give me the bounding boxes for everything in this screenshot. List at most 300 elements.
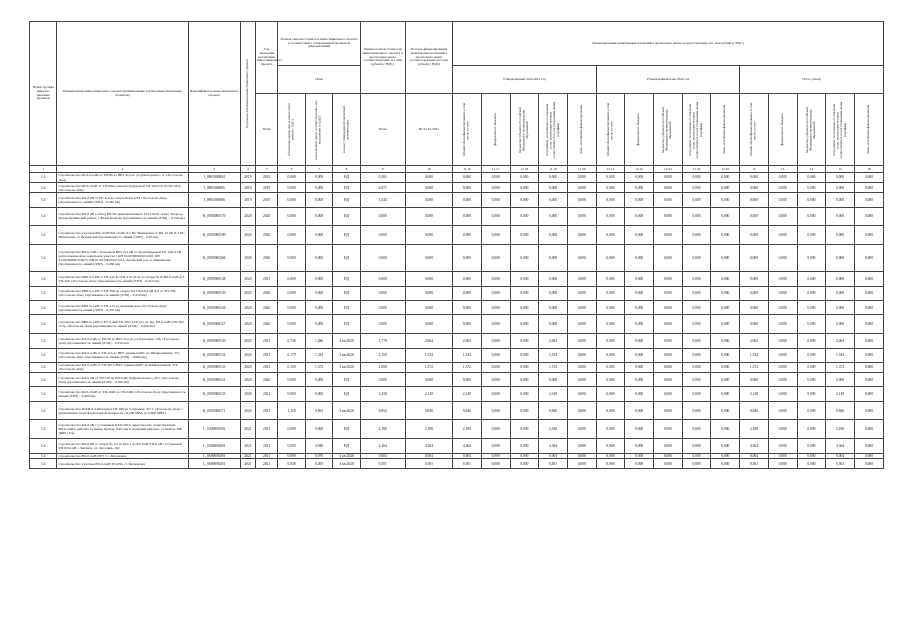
- cell-id: J_0905000084: [188, 173, 240, 183]
- cell-financing-7: 0,000: [625, 362, 654, 372]
- cell-financing-8: 0,000: [654, 334, 683, 348]
- h21-other: иных источников финансирования: [578, 105, 583, 154]
- cell-c9: 0,365: [360, 173, 405, 183]
- cell-financing-9: 0,000: [682, 387, 711, 401]
- header-start-year: Год начала реализации инвестиционного проекта: [245, 58, 250, 129]
- cell-financing-9: 0,000: [682, 453, 711, 459]
- cell-financing-15: 0,000: [854, 183, 883, 193]
- cell-financing-11: 0,000: [740, 193, 769, 207]
- cell-financing-13: 0,000: [797, 286, 826, 300]
- cell-c8: НД: [333, 315, 360, 334]
- cell-financing-4: 0,000: [539, 226, 568, 245]
- cell-financing-8: 0,000: [654, 453, 683, 459]
- cell-financing-12: 0,000: [768, 401, 797, 420]
- cell-financing-8: 0,000: [654, 301, 683, 315]
- column-number: 12.21: [596, 166, 625, 173]
- cell-financing-5: 0,000: [567, 207, 596, 226]
- h21-other-cell: [567, 94, 596, 166]
- cell-financing-15: 0,000: [854, 173, 883, 183]
- cell-c6: 0,000: [278, 207, 305, 226]
- cell-financing-10: 0,000: [711, 387, 740, 401]
- cell-id: L_0300000619: [188, 439, 240, 453]
- cell-financing-1: 0,000: [453, 183, 482, 193]
- cell-c10: 2,149: [405, 387, 452, 401]
- column-number: 11.10: [453, 166, 482, 173]
- cell-c9: 0,000: [360, 301, 405, 315]
- cell-financing-1: 1,534: [453, 348, 482, 362]
- cell-c7: 0,070: [305, 453, 332, 459]
- cell-c8: НД: [333, 286, 360, 300]
- cell-financing-5: 0,000: [567, 301, 596, 315]
- cell-c9: 0,000: [360, 226, 405, 245]
- header-est-sub2-cell: [305, 94, 332, 166]
- cell-c9: 0,000: [360, 372, 405, 386]
- cell-financing-10: 0,000: [711, 362, 740, 372]
- cell-financing-11: 0,501: [740, 459, 769, 469]
- cell-financing-14: 0,000: [826, 207, 855, 226]
- cell-name: Строительство КЛ-6 кВ с установкой КТП-250 в окрестностях существующих ВЛ-0,4 кВ в районах Станица, Буткак, Рабочие и Азовский районах, ст. Койсуг КФ ДКН с Гор.: [57, 420, 188, 439]
- header-est-plan: План: [278, 66, 360, 94]
- header-full-cost: Оценка полной стоимости инвестиционного проекта в прогнозных ценах соответствующих лет, млн рублей (с НДС): [360, 22, 405, 94]
- column-number: 12.24: [682, 166, 711, 173]
- cell-financing-2: 0,000: [481, 301, 510, 315]
- cell-financing-2: 0,000: [481, 207, 510, 226]
- cell-financing-6: 0,000: [596, 286, 625, 300]
- cell-name: Строительство участков ВЛ-0,4 кВ ТП-656, ст. Багаевская: [57, 459, 188, 469]
- cell-financing-12: 0,000: [768, 183, 797, 193]
- cell-financing-7: 0,000: [625, 334, 654, 348]
- cell-financing-1: 2,064: [453, 334, 482, 348]
- cell-financing-4: 0,501: [539, 459, 568, 469]
- cell-start: 2020: [240, 315, 255, 334]
- cell-financing-15: 0,000: [854, 372, 883, 386]
- column-number: 2: [57, 166, 188, 173]
- cell-c10: 0,000: [405, 226, 452, 245]
- h22-tariff: источников, полученных от оказания услуг, реализация которых осуществляется по регулируемым ценам (тарифам): [688, 100, 704, 159]
- cell-financing-11: 0,000: [740, 207, 769, 226]
- cell-financing-1: 0,000: [453, 286, 482, 300]
- cell-c8: 3 кв 2020: [333, 348, 360, 362]
- column-number-row: [30, 166, 884, 173]
- cell-financing-15: 0,000: [854, 420, 883, 439]
- cell-financing-7: 0,000: [625, 193, 654, 207]
- cell-end: 2021: [255, 453, 277, 459]
- table-row: [30, 183, 884, 193]
- cell-financing-4: 1,372: [539, 362, 568, 372]
- cell-financing-15: 0,000: [854, 362, 883, 372]
- cell-name: Строительство КЛ-6 кВ от ПС Р-2 до опоры ВЛ-6-2/М, г.Ростов-на-Дону (протяженность линий (ЛЭП) – 0,240 км): [57, 193, 188, 207]
- cell-financing-7: 0,000: [625, 459, 654, 469]
- cell-financing-1: 0,000: [453, 315, 482, 334]
- cell-c10: 0,004: [405, 453, 452, 459]
- cell-financing-4: 0,000: [539, 183, 568, 193]
- cell-financing-14: 0,000: [826, 183, 855, 193]
- cell-financing-3: 0,000: [510, 372, 539, 386]
- cell-financing-5: 0,000: [567, 173, 596, 183]
- cell-c9: 6,852: [360, 401, 405, 420]
- cell-financing-9: 0,000: [682, 439, 711, 453]
- cell-financing-7: 0,000: [625, 286, 654, 300]
- cell-c10: 4,364: [405, 439, 452, 453]
- cell-financing-1: 0,000: [453, 301, 482, 315]
- cell-id: K_0905000126: [188, 301, 240, 315]
- cell-financing-1: 0,000: [453, 193, 482, 207]
- cell-financing-12: 0,000: [768, 244, 797, 271]
- cell-financing-6: 0,000: [596, 362, 625, 372]
- cell-financing-11: 4,364: [740, 439, 769, 453]
- cell-financing-10: 0,000: [711, 401, 740, 420]
- cell-c8: НД: [333, 183, 360, 193]
- header-approved-2021: Утвержденный план 2021 год: [453, 66, 597, 94]
- table-row: [30, 173, 884, 183]
- cell-c8: НД: [333, 272, 360, 286]
- cell-id: K_0905000266: [188, 244, 240, 271]
- cell-end: 2019: [255, 173, 277, 183]
- cell-financing-6: 0,000: [596, 226, 625, 245]
- cell-financing-15: 0,000: [854, 226, 883, 245]
- cell-c9: 0,000: [360, 272, 405, 286]
- cell-financing-8: 0,000: [654, 226, 683, 245]
- cell-c8: 2 кв 2020: [333, 401, 360, 420]
- cell-end: 2020: [255, 301, 277, 315]
- cell-financing-12: 0,000: [768, 459, 797, 469]
- cell-financing-6: 0,000: [596, 387, 625, 401]
- cell-c10: 0,000: [405, 193, 452, 207]
- cell-financing-4: 0,000: [539, 272, 568, 286]
- header-remaining-date: На 01.01.2021: [405, 94, 452, 166]
- cell-financing-15: 0,000: [854, 453, 883, 459]
- cell-financing-11: 2,064: [740, 334, 769, 348]
- cell-financing-13: 0,000: [797, 226, 826, 245]
- cell-financing-12: 0,000: [768, 420, 797, 439]
- cell-financing-6: 0,000: [596, 315, 625, 334]
- cell-financing-10: 0,000: [711, 173, 740, 183]
- cell-financing-5: 0,000: [567, 334, 596, 348]
- cell-financing-14: 0,000: [826, 173, 855, 183]
- cell-financing-8: 0,000: [654, 348, 683, 362]
- cell-c10: 1,372: [405, 362, 452, 372]
- cell-id: K_0905000139: [188, 286, 240, 300]
- cell-c7: 0,000: [305, 372, 332, 386]
- cell-financing-10: 0,000: [711, 301, 740, 315]
- table-body: [30, 166, 884, 469]
- cell-end: 2021: [255, 387, 277, 401]
- cell-financing-12: 0,000: [768, 207, 797, 226]
- cell-financing-8: 0,000: [654, 420, 683, 439]
- cell-id: K_0905000133: [188, 362, 240, 372]
- cell-name: Строительство ВЛ-6 кВ от опоры № 1/2 Л-34/4 1 до РУ-6 кВ ТП-6 кВ с установкой ТП-6/0,4 кВ с. Батайск, ул. Заполянь, 162: [57, 439, 188, 453]
- cell-c6: 1,118: [278, 401, 305, 420]
- ht-federal: федерального бюджета: [779, 113, 784, 146]
- cell-financing-13: 0,000: [797, 372, 826, 386]
- cell-financing-8: 0,000: [654, 207, 683, 226]
- cell-financing-7: 0,000: [625, 439, 654, 453]
- cell-financing-1: 2,149: [453, 387, 482, 401]
- cell-financing-14: 2,064: [826, 334, 855, 348]
- cell-end: 2019: [255, 193, 277, 207]
- cell-financing-11: 0,000: [740, 301, 769, 315]
- cell-financing-6: 0,000: [596, 420, 625, 439]
- header-approved-2022: Утвержденный план 2022 год: [596, 66, 740, 94]
- cell-financing-14: 2,180: [826, 420, 855, 439]
- header-est-sub3: в ценах утвержденной проектной документации: [341, 106, 350, 153]
- cell-end: 2021: [255, 348, 277, 362]
- cell-financing-12: 0,000: [768, 453, 797, 459]
- h21-regional: бюджетов субъектов Российской Федерации и муниципальных образований: [517, 106, 530, 153]
- cell-financing-12: 0,000: [768, 315, 797, 334]
- cell-financing-8: 0,000: [654, 286, 683, 300]
- cell-financing-15: 0,000: [854, 401, 883, 420]
- cell-end: 2020: [255, 372, 277, 386]
- cell-financing-3: 0,000: [510, 286, 539, 300]
- cell-c7: 3,948: [305, 439, 332, 453]
- cell-financing-4: 0,000: [539, 193, 568, 207]
- cell-financing-6: 0,000: [596, 244, 625, 271]
- cell-name: Строительство КВЛ-0,4 кВ от РУ-0,4кВ ТП-282 (СГК) по ул. Кр. БЛ-0,4 кВ (ТП-282, Л-3), г.Ростов-на-Дону (протяженность линий (ЛЭП) – 0,220 км): [57, 315, 188, 334]
- cell-group: 1.4: [30, 362, 57, 372]
- cell-c7: 0,000: [305, 387, 332, 401]
- cell-end: 2021: [255, 401, 277, 420]
- cell-financing-9: 0,000: [682, 173, 711, 183]
- column-number: 10: [405, 166, 452, 173]
- cell-id: K_0905000170: [188, 207, 240, 226]
- column-number: 15: [826, 166, 855, 173]
- cell-financing-9: 0,000: [682, 459, 711, 469]
- cell-financing-10: 0,000: [711, 272, 740, 286]
- cell-c8: НД: [333, 173, 360, 183]
- cell-c6: 0,000: [278, 272, 305, 286]
- cell-financing-11: 2,180: [740, 420, 769, 439]
- cell-c7: 0,000: [305, 301, 332, 315]
- cell-c8: НД: [333, 387, 360, 401]
- cell-financing-5: 0,000: [567, 315, 596, 334]
- cell-c6: 0,179: [278, 348, 305, 362]
- cell-financing-12: 0,000: [768, 193, 797, 207]
- cell-financing-13: 0,000: [797, 348, 826, 362]
- cell-group: 1.4: [30, 453, 57, 459]
- cell-financing-1: 0,501: [453, 459, 482, 469]
- cell-c8: 3 кв 2020: [333, 362, 360, 372]
- cell-financing-4: 0,000: [539, 244, 568, 271]
- cell-c9: 0,000: [360, 207, 405, 226]
- cell-id: K_0905000141: [188, 372, 240, 386]
- cell-financing-2: 0,000: [481, 362, 510, 372]
- cell-financing-14: 0,000: [826, 272, 855, 286]
- cell-financing-11: 0,000: [740, 244, 769, 271]
- cell-financing-1: 0,000: [453, 173, 482, 183]
- cell-c7: 0,000: [305, 193, 332, 207]
- cell-end: 2020: [255, 315, 277, 334]
- cell-financing-6: 0,000: [596, 183, 625, 193]
- column-number: 8: [333, 166, 360, 173]
- cell-start: 2021: [240, 420, 255, 439]
- cell-financing-2: 0,000: [481, 453, 510, 459]
- cell-financing-13: 0,000: [797, 183, 826, 193]
- cell-financing-14: 2,149: [826, 387, 855, 401]
- cell-c10: 0,000: [405, 183, 452, 193]
- cell-financing-14: 1,534: [826, 348, 855, 362]
- cell-start: 2020: [240, 286, 255, 300]
- cell-start: 2020: [240, 226, 255, 245]
- cell-start: 2020: [240, 334, 255, 348]
- cell-end: 2020: [255, 226, 277, 245]
- cell-financing-8: 0,000: [654, 183, 683, 193]
- cell-financing-15: 0,000: [854, 315, 883, 334]
- cell-financing-13: 0,000: [797, 207, 826, 226]
- cell-start: 2020: [240, 372, 255, 386]
- cell-c6: 0,000: [278, 301, 305, 315]
- h22-tariff-cell: [682, 94, 711, 166]
- cell-financing-7: 0,000: [625, 401, 654, 420]
- header-group-number: Номер группы инвести-ционных проектов: [30, 22, 57, 166]
- cell-financing-7: 0,000: [625, 315, 654, 334]
- cell-financing-14: 1,372: [826, 362, 855, 372]
- column-number: 1: [30, 166, 57, 173]
- cell-financing-5: 0,000: [567, 272, 596, 286]
- cell-name: Строительство КВЛ-0,4 кВ от ТП-445 ф.7ТП-210 (Л-3) до опоры №10 ВЛ-0,4 кВ ф.3 ТП-445, г.Ростов-на-Дону (протяженность линий (ЛЭП) – 0,210 км): [57, 272, 188, 286]
- cell-financing-4: 4,364: [539, 439, 568, 453]
- h22-regional: бюджетов субъектов Российской Федерации и муниципальных образований: [661, 106, 673, 153]
- cell-c9: 2,180: [360, 420, 405, 439]
- h21-tariff-cell: [539, 94, 568, 166]
- cell-financing-15: 0,000: [854, 244, 883, 271]
- cell-financing-9: 0,000: [682, 244, 711, 271]
- cell-financing-3: 0,000: [510, 348, 539, 362]
- header-total: Итого (план): [740, 66, 884, 94]
- cell-c6: 0,000: [278, 453, 305, 459]
- cell-financing-1: 4,364: [453, 439, 482, 453]
- cell-name: Строительство КВЛ-0,4 кВ от ТП-708 до опоры №13 ВЛ-0,4 кВ ф.8 от ТП-708, г.Ростов-на-Дону (протяженность линий (ЛЭП) – 0,410 км): [57, 286, 188, 300]
- h22-federal: федерального бюджета: [636, 113, 641, 146]
- cell-end: 2021: [255, 459, 277, 469]
- cell-financing-3: 0,000: [510, 301, 539, 315]
- cell-c10: 0,000: [405, 207, 452, 226]
- cell-financing-2: 0,000: [481, 334, 510, 348]
- cell-financing-3: 0,000: [510, 315, 539, 334]
- cell-financing-3: 0,000: [510, 244, 539, 271]
- cell-group: 1.4: [30, 207, 57, 226]
- cell-financing-11: 0,000: [740, 173, 769, 183]
- cell-c6: 0,000: [278, 226, 305, 245]
- cell-group: 1.4: [30, 272, 57, 286]
- cell-financing-7: 0,000: [625, 226, 654, 245]
- cell-financing-13: 0,000: [797, 173, 826, 183]
- cell-financing-3: 0,000: [510, 226, 539, 245]
- cell-start: 2020: [240, 387, 255, 401]
- cell-financing-11: 2,149: [740, 387, 769, 401]
- cell-financing-6: 0,000: [596, 372, 625, 386]
- cell-financing-4: 9,840: [539, 401, 568, 420]
- cell-financing-3: 0,000: [510, 387, 539, 401]
- cell-group: 1.4: [30, 244, 57, 271]
- cell-c7: 0,000: [305, 183, 332, 193]
- cell-financing-4: 1,534: [539, 348, 568, 362]
- header-full-plan: План: [360, 94, 405, 166]
- column-number: 16: [854, 166, 883, 173]
- cell-financing-5: 0,000: [567, 362, 596, 372]
- table-row: [30, 226, 884, 245]
- cell-financing-9: 0,000: [682, 348, 711, 362]
- cell-financing-6: 0,000: [596, 173, 625, 183]
- cell-financing-13: 0,000: [797, 420, 826, 439]
- cell-start: 2020: [240, 244, 255, 271]
- cell-financing-2: 0,000: [481, 183, 510, 193]
- h21-regional-cell: [510, 94, 539, 166]
- cell-c9: 1,044: [360, 193, 405, 207]
- cell-financing-2: 0,000: [481, 401, 510, 420]
- table-row: [30, 387, 884, 401]
- h22-federal-cell: [625, 94, 654, 166]
- cell-financing-5: 0,000: [567, 226, 596, 245]
- cell-end: 2019: [255, 183, 277, 193]
- cell-financing-7: 0,000: [625, 372, 654, 386]
- cell-financing-2: 0,000: [481, 272, 510, 286]
- table-row: [30, 372, 884, 386]
- cell-financing-5: 0,000: [567, 459, 596, 469]
- cell-financing-3: 0,000: [510, 272, 539, 286]
- cell-financing-7: 0,000: [625, 183, 654, 193]
- cell-financing-1: 2,180: [453, 420, 482, 439]
- cell-financing-13: 0,000: [797, 439, 826, 453]
- cell-financing-3: 0,000: [510, 334, 539, 348]
- cell-financing-7: 0,000: [625, 173, 654, 183]
- cell-financing-11: 1,372: [740, 362, 769, 372]
- cell-financing-15: 0,000: [854, 459, 883, 469]
- h22-total: Общий объем финансирования, в том числе за счет:: [605, 103, 614, 156]
- header-project-id: Идентификатор инвестиционного проекта: [188, 22, 240, 166]
- cell-name: Строительство КЛ-0,4 кВ от ТП-367 к ВРУ здания ОАРС по Шифрованная, 374, г.Ростов-на-Дону: [57, 362, 188, 372]
- cell-group: 1.4: [30, 173, 57, 183]
- cell-financing-1: 0,000: [453, 244, 482, 271]
- cell-group: 1.4: [30, 401, 57, 420]
- ht-regional: бюджетов субъектов Российской Федерации и муниципальных образований: [804, 106, 817, 153]
- cell-c7: 1,334: [305, 348, 332, 362]
- column-number: 12.25: [711, 166, 740, 173]
- cell-financing-6: 0,000: [596, 334, 625, 348]
- cell-financing-3: 0,000: [510, 207, 539, 226]
- cell-financing-8: 0,000: [654, 193, 683, 207]
- column-number: 3: [188, 166, 240, 173]
- cell-financing-5: 0,000: [567, 286, 596, 300]
- cell-c10: 0,000: [405, 286, 452, 300]
- cell-financing-14: 0,004: [826, 453, 855, 459]
- cell-financing-6: 0,000: [596, 453, 625, 459]
- cell-financing-7: 0,000: [625, 348, 654, 362]
- cell-name: Строительство ВЛ-0,4 кВ с монтажом ВРУ-0,4 кВ от проектируемой ТП 10/0,4 кВ расположенной на земельном участке с КН 61:02:0600010:2420, КН 61:02:0600010:2075, КН 61:02:0600010:2214. Аксайский р-н, п. Ливенцовка (протяженность линий (ЛЭП) – 0,260 км): [57, 244, 188, 271]
- cell-financing-11: 0,004: [740, 453, 769, 459]
- cell-financing-7: 0,000: [625, 453, 654, 459]
- cell-financing-10: 0,000: [711, 453, 740, 459]
- cell-financing-10: 0,000: [711, 420, 740, 439]
- cell-financing-11: 0,000: [740, 372, 769, 386]
- table-row: [30, 401, 884, 420]
- cell-c7: 1,372: [305, 362, 332, 372]
- cell-c10: 0,000: [405, 244, 452, 271]
- cell-financing-15: 0,000: [854, 286, 883, 300]
- cell-group: 1.4: [30, 459, 57, 469]
- cell-financing-2: 0,000: [481, 420, 510, 439]
- table-row: [30, 301, 884, 315]
- cell-financing-11: 1,534: [740, 348, 769, 362]
- column-number: 9: [360, 166, 405, 173]
- cell-start: 2020: [240, 207, 255, 226]
- cell-financing-8: 0,000: [654, 401, 683, 420]
- cell-financing-11: 0,000: [740, 315, 769, 334]
- header-est-cost: Полная сметная стоимость инвестиционного проекта в соответствии с утвержденной проектной документацией: [278, 22, 360, 66]
- cell-c10: 1,534: [405, 348, 452, 362]
- cell-c8: НД: [333, 207, 360, 226]
- cell-id: K_0905000130: [188, 334, 240, 348]
